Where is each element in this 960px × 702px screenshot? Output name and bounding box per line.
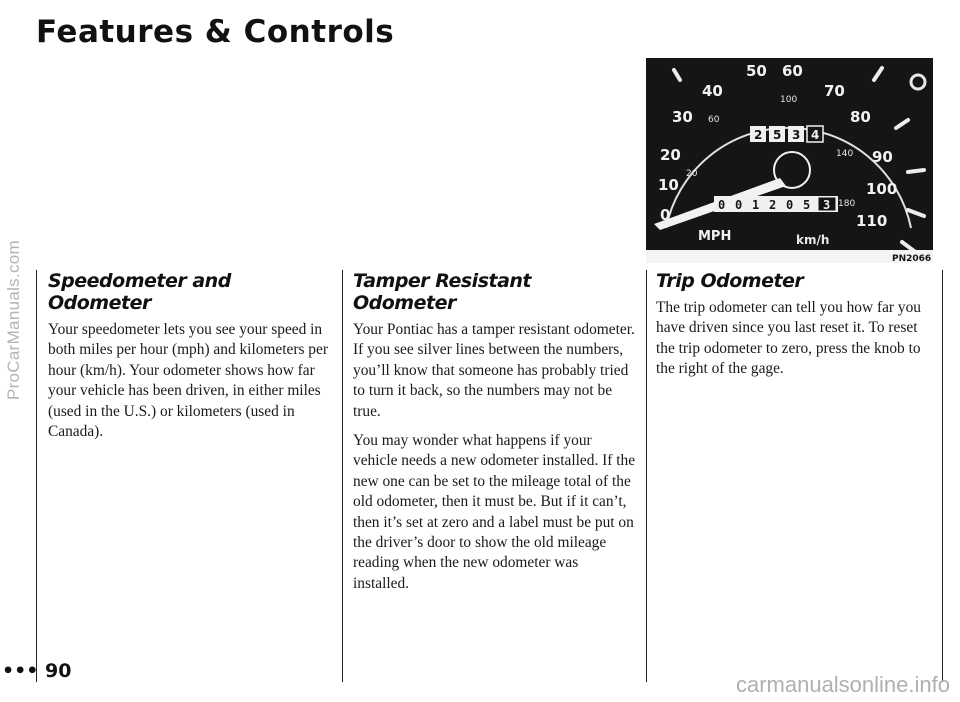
section-heading: Speedometer and Odometer [48,270,231,314]
mph-label-0: 0 [660,206,671,224]
mph-label-20: 20 [660,146,681,164]
mph-unit-label: MPH [698,229,732,244]
side-watermark: ProCarManuals.com [4,240,23,401]
mph-label-100: 100 [866,180,898,198]
odometer-digit: 3 [823,198,831,212]
section-heading: Trip Odometer [656,270,804,292]
figure-reference: PN2066 [892,254,932,263]
kmh-label-60: 60 [708,115,720,125]
kmh-label-140: 140 [836,149,854,159]
mph-label-70: 70 [824,82,845,100]
column-rule [646,270,647,682]
mph-label-60: 60 [782,62,803,80]
kmh-label-100: 100 [780,95,798,105]
section-heading: Tamper Resistant Odometer [353,270,532,314]
odometer-digit: 0 [786,198,794,212]
page-title: Features & Controls [36,14,395,50]
section-tamper-resistant-odometer [353,270,638,603]
mph-label-90: 90 [872,148,893,166]
odometer-display [714,196,838,212]
mph-label-50: 50 [746,62,767,80]
mph-label-110: 110 [856,212,888,230]
kmh-label-180: 180 [838,199,856,209]
section-paragraph: The trip odometer can tell you how far you have driven since you last reset it. To reset the trip odometer to zero, press the knob to the right of the gage. [656,299,921,378]
kmh-unit-label: km/h [796,233,830,247]
column-rule [942,270,943,682]
column-rule [36,270,37,682]
section-speedometer-odometer [48,270,338,451]
odometer-digit: 0 [718,198,726,212]
mph-label-10: 10 [658,176,679,194]
column-rule [342,270,343,682]
odometer-digit: 0 [735,198,743,212]
trip-reset-knob-icon [911,75,925,89]
mph-label-40: 40 [702,82,723,100]
page-number-value: 90 [45,660,72,682]
mph-label-80: 80 [850,108,871,126]
trip-digit: 2 [754,128,763,142]
page-number-dots: ••• [2,660,46,682]
odometer-digit: 1 [752,198,760,212]
page-number [2,660,72,682]
footer-watermark: carmanualsonline.info [735,672,950,697]
section-paragraph: You may wonder what happens if your vehicle needs a new odometer installed. If the new one can be set to the mileage total of the old odometer, then it must be. But if it can’t, then it’s set at zero and a label must be put on the driver’s door to show the old mileage reading when the new odometer was installed. [353,432,636,592]
section-paragraph: Your speedometer lets you see your speed in both miles per hour (mph) and kilometers per hour (km/h). Your odometer shows how far your vehicle has been driven, in either miles (used in the U.S.) or kilometers (used in Canada). [48,321,328,441]
kmh-label-20: 20 [686,169,698,179]
section-trip-odometer [656,270,938,389]
trip-digit: 5 [773,128,782,142]
section-paragraph: Your Pontiac has a tamper resistant odometer. If you see silver lines between the numbers, you’ll know that someone has probably tried to turn it back, so the numbers may not be true. [353,321,635,420]
mph-label-30: 30 [672,108,693,126]
trip-digit: 3 [792,128,801,142]
odometer-digit: 5 [803,198,811,212]
trip-digit: 4 [811,128,820,142]
speedometer-graphic [646,58,933,263]
odometer-digit: 2 [769,198,777,212]
speedometer-illustration [646,58,933,263]
